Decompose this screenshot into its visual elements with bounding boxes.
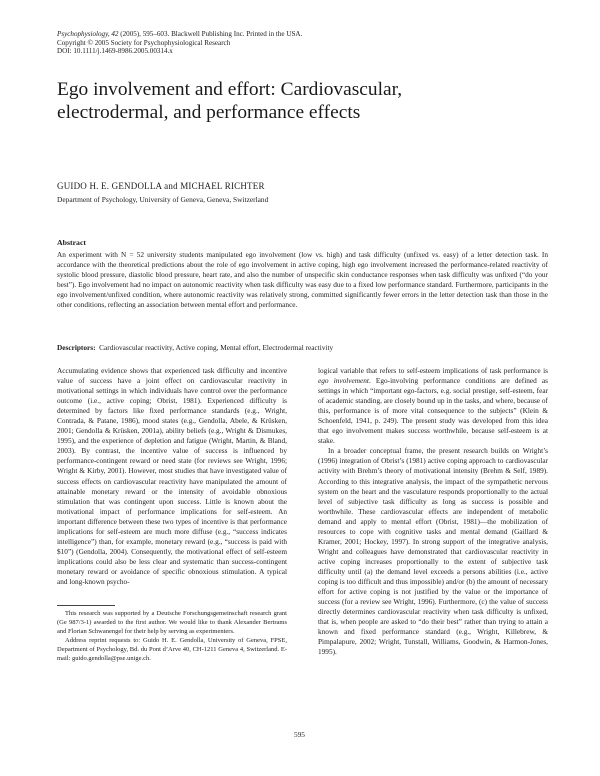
descriptors-label: Descriptors: [57,343,96,352]
body-paragraph: In a broader conceptual frame, the present research builds on Wright’s (1996) integration of Obrist’s (1981) active coping approach to cardiovascular activity with Brehm’s theory of motivational intensity (Brehm & Self, 1989). According to this integrative analysis, the impact of the sympathetic nervous system on the heart and the vasculature responds proportionally to the actual level of subjective task difficulty as long as success is possible and worthwhile. These cardiovascular effects are independent of metabolic demand and apply to mental effort (Obrist, 1981)—the mobilization of resources to cope with cognitive tasks and mental demand (Gaillard & Kramer, 2001; Hockey, 1997). In strong support of the integrative analysis, Wright and colleagues have demonstrated that cardiovascular reactivity in active coping increases proportionally to the extent of subjective task difficulty until (a) the demand level exceeds a persons abilities (i.e., active coping is too difficult and thus impossible) and/or (b) the amount of necessary effort for active coping is not justified by the value or the importance of success (for a review see Wright, 1996). Furthermore, (c) the value of success directly determines cardiovascular reactivity when task difficulty is unfixed, that is, when people are asked to “do their best” rather than trying to attain a known and fixed performance standard (e.g., Wright, Killebrew, & Pimpalapure, 2002; Wright, Tunstall, Williams, Goodwin, & Harmon-Jones, 1995). [318,446,548,657]
journal-name: Psychophysiology, 42 [57,30,119,38]
abstract-heading: Abstract [57,238,87,247]
body-paragraph: Accumulating evidence shows that experienced task difficulty and incentive value of success have a joint effect on cardiovascular reactivity in motivational settings in which individuals have control over the performance outcome (i.e., active coping; Obrist, 1981). Experienced difficulty is determined by factors like fixed performance standards (e.g., Wright, Contrada, & Patane, 1986), mood states (e.g., Gendolla, Abele, & Krüsken, 2001; Gendolla & Krüsken, 2001a), ability beliefs (e.g., Wright & Dismukes, 1995), and the experience of depletion and fatigue (Wright, Martin, & Bland, 2003). By contrast, the incentive value of success is influenced by performance-contingent reward or need state (for reviews see Wright, 1996; Wright & Kirby, 2001). However, most studies that have investigated value of success effects on cardiovascular reactivity have manipulated the amount of attainable monetary reward or the intensity of avoidable obnoxious stimulation that was contingent upon success. Little is known about the motivational impact of performance implications for self-esteem. An important difference between these two types of incentive is that performance implications for self-esteem are much more diffuse (e.g., “success indicates intelligence”) than, for example, monetary reward (e.g., “success is paid with $10”) (Gendolla, 2004). Consequently, the motivational effect of self-esteem implications could also be less clear and systematic than success-contingent monetary reward or avoidance of specific obnoxious stimulation. A typical and long-known psycho- [57,366,287,586]
article-title [57,78,547,124]
author-list: GUIDO H. E. GENDOLLA and MICHAEL RICHTER [57,181,265,191]
body-text: logical variable that refers to self-esteem implications of task performance is [318,366,548,375]
descriptors-text: Cardiovascular reactivity, Active coping, Mental effort, Electrodermal reactivity [99,343,334,352]
body-text: . Ego-involving performance conditions are defined as settings in which “important ego-factors, e.g. social prestige, self-esteem, fear of academic standing, are closely bound up in the tasks, and where, because of this, performance is of more vital consequence to the subjects” (Klein & Schoenfeld, 1941, p. 249). The present study was developed from this idea that ego involvement makes success worthwhile, because self-esteem is at stake. [318,376,548,446]
body-column-right [318,366,548,657]
descriptors [57,343,548,352]
citation-details: (2005), 595–603. Blackwell Publishing Inc. Printed in the USA. [118,30,303,38]
doi-line: DOI: 10.1111/j.1469-8986.2005.00314.x [57,47,173,56]
running-header [57,30,537,56]
footnote-address: Address reprint requests to: Guido H. E. Gendolla, University of Geneva, FPSE, Department of Psychology, Bd. du Pont d’Arve 40, CH-1211 Geneva 4, Switzerland. E-mail: guido.gendolla@pse.unige.ch. [57,636,287,662]
footnote-rule [57,605,115,606]
copyright-line: Copyright © 2005 Society for Psychophysiological Research [57,38,231,47]
footnote-funding: This research was supported by a Deutsche Forschungsgemeinschaft research grant (Ge 987/3-1) awarded to the first author. We would like to thank Alexander Bertrams and Florian Schwanengel for their help by serving as experimenters. [57,610,287,635]
emphasized-term: ego involvement [318,376,369,386]
page-number: 595 [294,730,305,739]
title-line-1: Ego involvement and effort: Cardiovascular, [57,79,403,100]
body-column-left [57,366,287,587]
affiliation: Department of Psychology, University of Geneva, Geneva, Switzerland [57,195,269,204]
journal-citation [57,30,537,39]
body-paragraph [318,366,548,446]
footnotes [57,610,287,663]
abstract-text: An experiment with N = 52 university students manipulated ego involvement (low vs. high) and task difficulty (unfixed vs. easy) of a letter detection task. In accordance with the theoretical predictions about the role of ego involvement in active coping, high ego involvement increased the performance-related reactivity of systolic blood pressure, diastolic blood pressure, heart rate, and also the number of unspecific skin conductance responses when task difficulty was unfixed (“do your best”). Ego involvement had no impact on autonomic reactivity when task difficulty was easy due to a fixed low performance standard. Furthermore, participants in the ego involvement/unfixed condition, where autonomic reactivity was relatively strong, committed significantly fewer errors in the letter detection task than those in the other conditions, reflecting an association between mental effort and performance. [57,250,548,310]
title-line-2: electrodermal, and performance effects [57,102,361,123]
